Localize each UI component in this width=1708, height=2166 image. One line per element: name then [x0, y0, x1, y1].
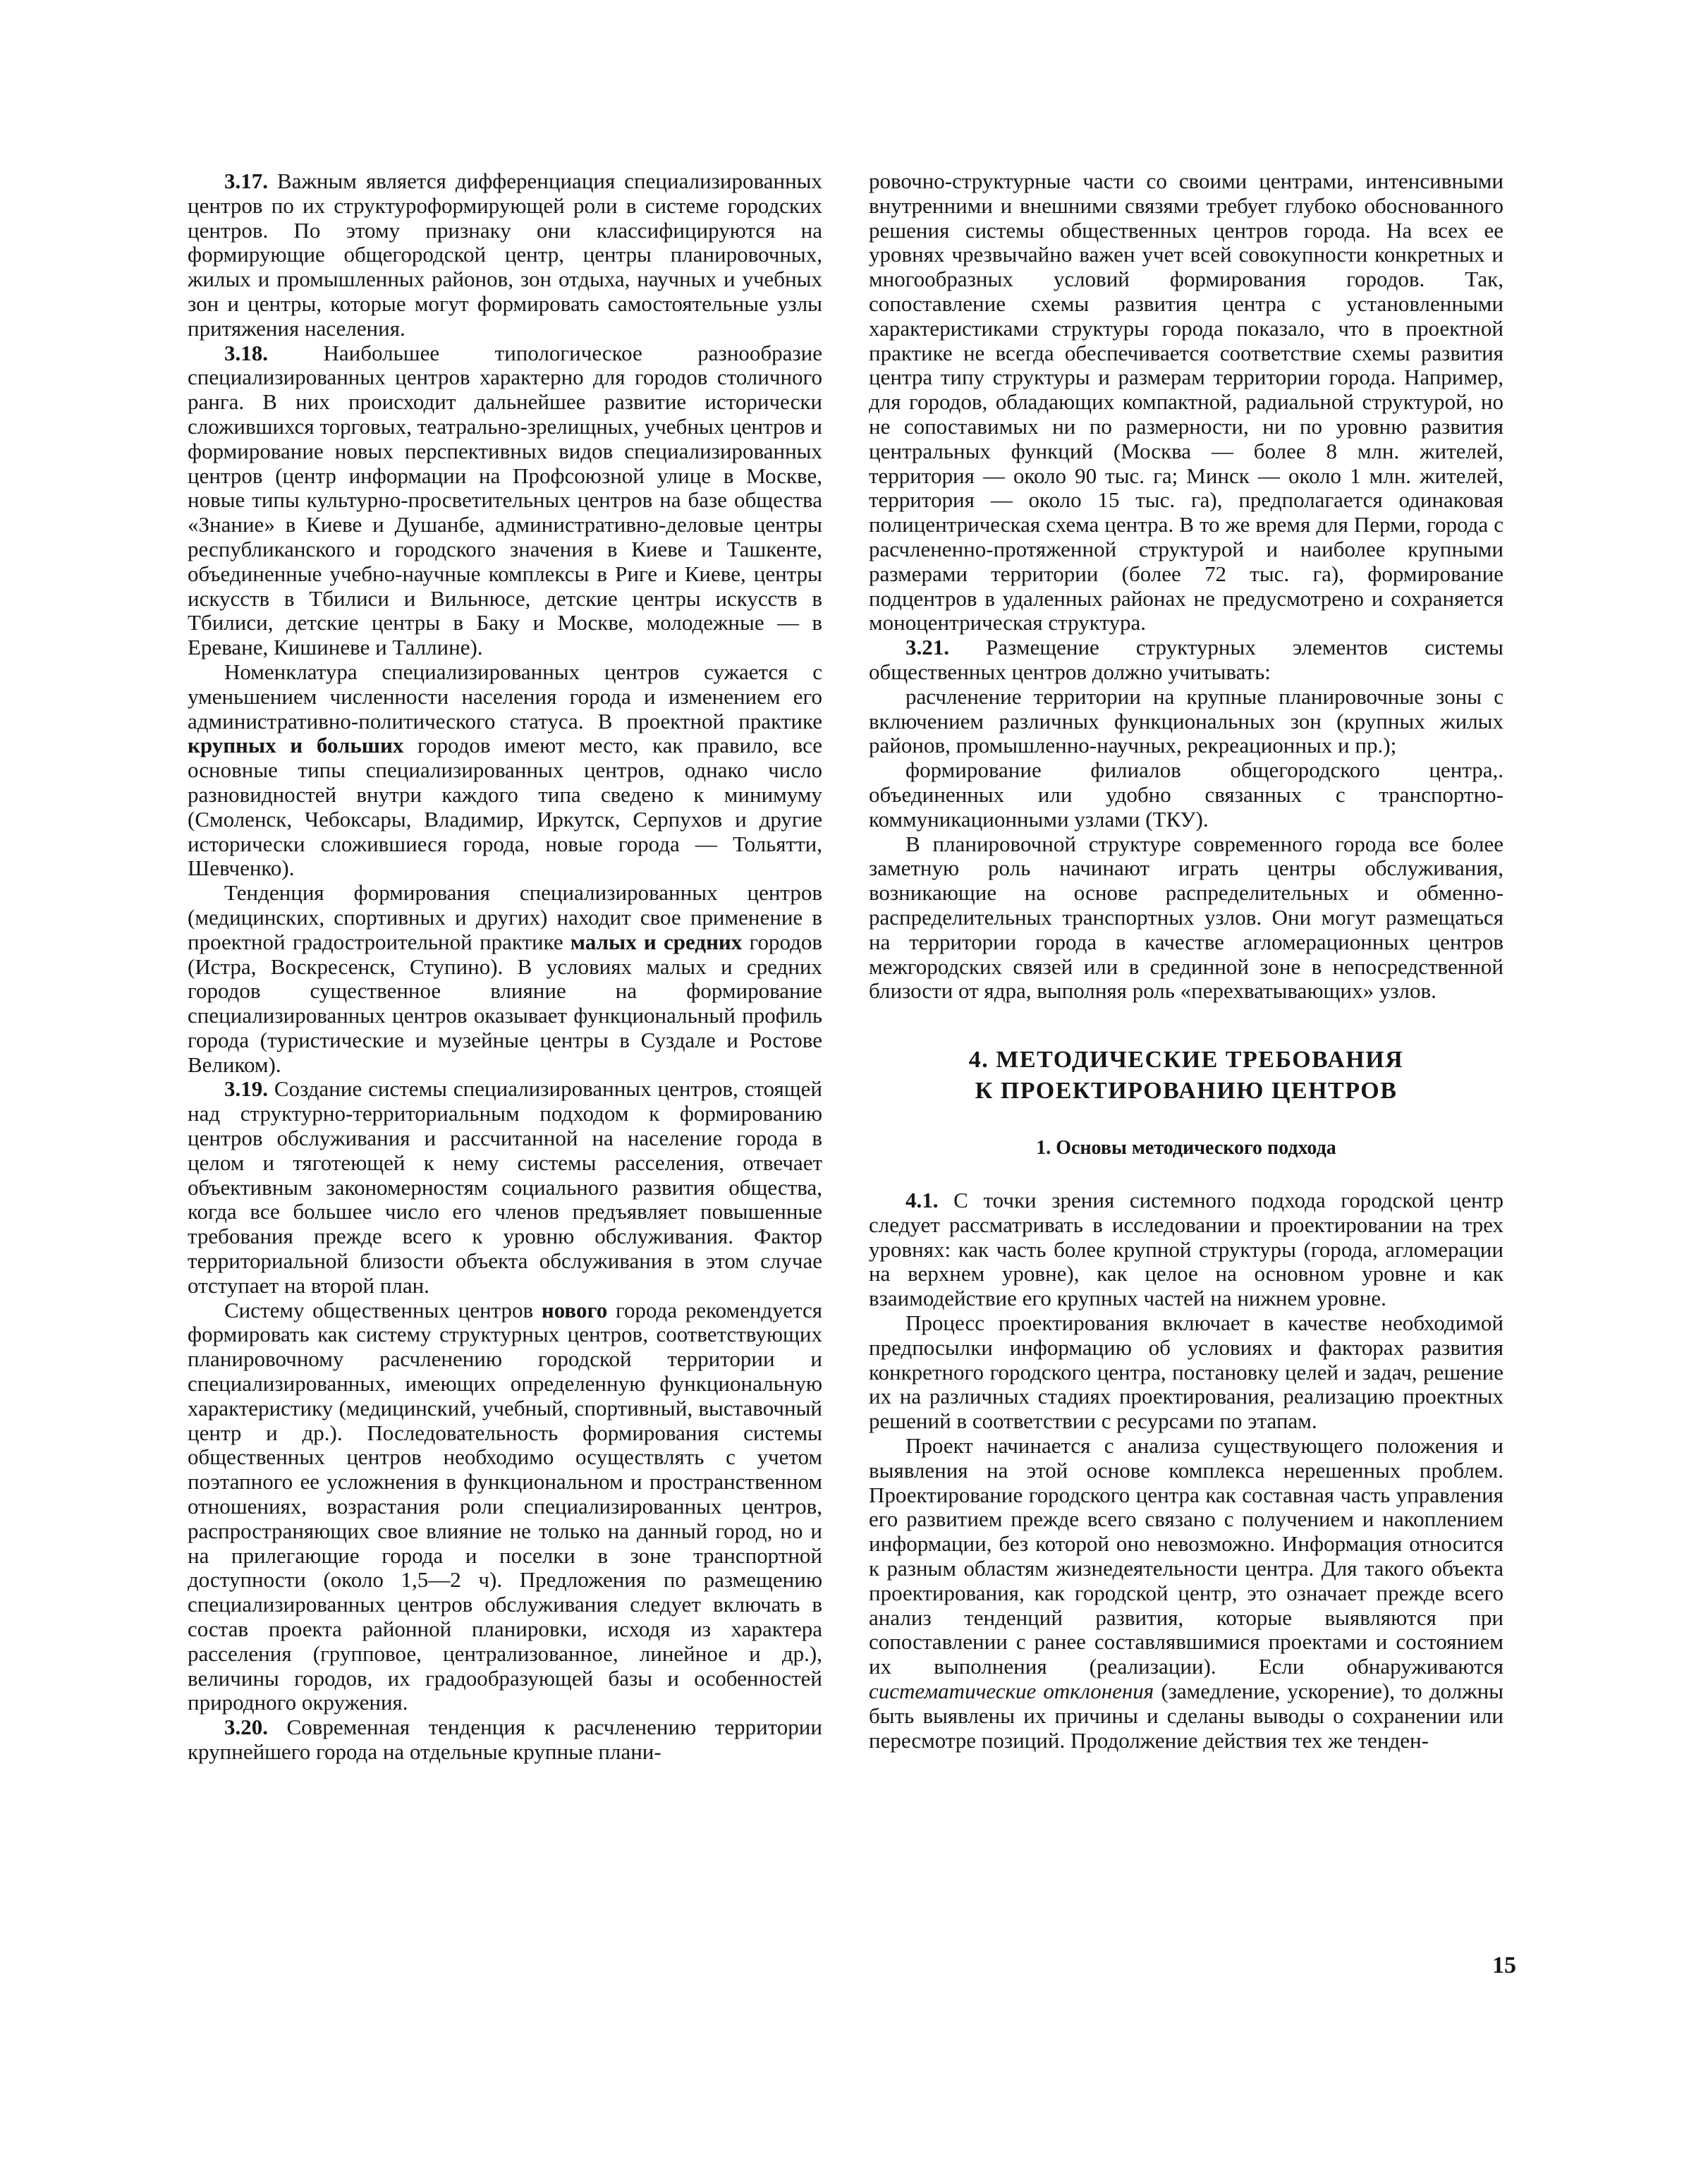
paragraph-design-process [869, 1311, 1503, 1434]
paragraph-3-18 [188, 341, 822, 660]
right-column [869, 169, 1503, 1753]
paragraph-project-start [869, 1434, 1503, 1753]
subsection-heading: 1. Основы методического подхода [1036, 1137, 1336, 1160]
emphasized-text: нового [541, 1297, 608, 1322]
emphasized-text: малых и средних [570, 929, 743, 954]
paragraph-text: Важным является дифференциация специализированных центров по их структуроформирующей роли в системе городских центров. По этому признаку они классифицируются на формирующие общегородской центр, центры планировочных, жилых и промышленных районов, зон отдыха, научных и учебных зон и центры, которые могут формировать самостоятельные узлы притяжения населения. [188, 169, 822, 341]
paragraph-4-1 [869, 1188, 1503, 1311]
paragraph-text: Систему общественных центров [224, 1297, 542, 1322]
paragraph-text: города рекомендуется формировать как систему структурных центров, соответствующих планировочному расчленению городской территории и специализированных, имеющих определенную функциональную характеристику (медицинский, учебный, спортивный, выставочный центр и др.). Последовательность формирования системы общественных центров необходимо осуществлять с учетом поэтапного ее усложнения в функциональном и пространственном отношениях, возрастания роли специализированных центров, распространяющих свое влияние не только на данный город, но и на прилегающие города и поселки в зоне транспортной доступности (около 1,5—2 ч). Предложения по размещению специализированных центров обслуживания следует включать в состав проекта районной планировки, исходя из характера расселения (групповое, централизованное, линейное и др.), величины городов, их градообразующей базы и особенностей природного окружения. [188, 1297, 823, 1715]
paragraph-3-20 [188, 1715, 822, 1765]
paragraph-text: городов имеют место, как правило, все основные типы специализированных центров, однако число разновидностей внутри каждого типа сведено к минимуму (Смоленск, Чебоксары, Владимир, Иркутск, Серпухов и другие исторически сложившиеся города, новые города — Тольятти, Шевченко). [188, 733, 822, 881]
section-heading-line: К ПРОЕКТИРОВАНИЮ ЦЕНТРОВ [975, 1078, 1398, 1105]
list-item: расчленение территории на крупные планировочные зоны с включением различных функциональных зон (крупных жилых районов, промышленно-научных, рекреационных и пр.); [869, 683, 1503, 758]
paragraph-text: Проект начинается с анализа существующего положения и выявления на этой основе комплекса нерешенных проблем. Проектирование городского центра как составная часть управления его развитием прежде всего связано с получением и накоплением информации, без которой оно невозможно. Информация относится к разным областям жизнедеятельности центра. Для такого объекта проектирования, как городской центр, это означает прежде всего анализ тенденций развития, которые выявляются при сопоставлении с ранее составлявшимися проектами и состоянием их выполнения (реализации). Если обнаруживаются [869, 1433, 1503, 1679]
page-number: 15 [1492, 1952, 1516, 1978]
paragraph-text: (замедление, ускорение), то должны быть выявлены их причины и сделаны выводы о сохранении или пересмотре позиций. Продолжение действия тех же тенден- [869, 1679, 1503, 1753]
clause-number: 3.21. [905, 635, 949, 660]
clause-number: 4.1. [905, 1188, 939, 1213]
paragraph-3-21 [869, 635, 1503, 685]
clause-number: 3.17. [224, 169, 268, 193]
paragraph-3-17 [188, 169, 822, 341]
paragraph-text: Размещение структурных элементов системы общественных центров должно учитывать: [869, 635, 1503, 684]
section-heading [869, 1045, 1503, 1107]
section-heading-line: 4. МЕТОДИЧЕСКИЕ ТРЕБОВАНИЯ [968, 1047, 1404, 1073]
paragraph-text: В планировочной структуре современного города все более заметную роль начинают играть центры обслуживания, возникающие на основе распределительных и обменно-распределительных транспортных узлов. Они могут размещаться на территории города в качестве агломерационных центров межгородских связей или в срединной зоне в непосредственной близости от ядра, выполняя роль «перехватывающих» узлов. [869, 831, 1503, 1004]
italic-text: систематические отклонения [869, 1679, 1154, 1704]
paragraph-text: С точки зрения системного подхода городской центр следует рассматривать в исследовании и проектировании на трех уровнях: как часть более крупной структуры (города, агломерации на верхнем уровне), как целое на основном уровне и как взаимодействие его крупных частей на нижнем уровне. [869, 1188, 1503, 1311]
emphasized-text: крупных и больших [188, 733, 404, 758]
clause-number: 3.20. [224, 1715, 268, 1740]
clause-number: 3.19. [224, 1076, 268, 1102]
paragraph-text: Тенденция формирования специализированных центров (медицинских, спортивных и других) находит свое применение в проектной градостроительной практике [188, 880, 822, 954]
paragraph-text: Номенклатура специализированных центров сужается с уменьшением численности населения города и изменением его административно-политического статуса. В проектной практике [188, 659, 822, 734]
paragraph-text: Наибольшее типологическое разнообразие специализированных центров характерно для городов столичного ранга. В них происходит дальнейшее развитие исторически сложившихся торговых, театрально-зрелищных, учебных центров и формирование новых перспективных видов специализированных центров (центр информации на Профсоюзной улице в Москве, новые типы культурно-просветительных центров на базе общества «Знание» в Киеве и Душанбе, административно-деловые центры республиканского и городского значения в Киеве и Ташкенте, объединенные учебно-научные комплексы в Риге и Киеве, центры искусств в Тбилиси и Вильнюсе, детские центры искусств в Тбилиси, детские центры в Баку и Москве, молодежные — в Ереване, Кишиневе и Таллине). [188, 340, 822, 660]
left-column [188, 169, 822, 1765]
paragraph-text: ровочно-структурные части со своими центрами, интенсивными внутренними и внешними связями требует глубоко обоснованного решения системы общественных центров города. На всех ее уровнях чрезвычайно важен учет всей совокупности конкретных и многообразных условий формирования городов. Так, сопоставление схемы развития центра с установленными характеристиками структуры города показало, что в проектной практике не всегда обеспечивается соответствие схемы развития центра типу структуры и размерам территории города. Например, для городов, обладающих компактной, радиальной структурой, но не сопоставимых ни по размерности, ни по уровню развития центральных функций (Москва — более 8 млн. жителей, территория — около 90 тыс. га; Минск — около 1 млн. жителей, территория — около 15 тыс. га), предполагается одинаковая полицентрическая схема центра. В то же время для Перми, города с расчлененно-протяженной структурой и наиболее крупными размерами территории (более 72 тыс. га), формирование подцентров в удаленных районах не предусмотрено и сохраняется моноцентрическая структура. [869, 169, 1503, 635]
paragraph-continuation [869, 169, 1503, 635]
paragraph-text: городов (Истра, Воскресенск, Ступино). В условиях малых и средних городов существенное влияние на формирование специализированных центров оказывает функциональный профиль города (туристические и музейные центры в Суздале и Ростове Великом). [188, 929, 822, 1077]
paragraph-nomenclature [188, 660, 822, 881]
list-item: формирование филиалов общегородского центра,. объединенных или удобно связанных с транспортно-коммуникационными узлами (ТКУ). [869, 758, 1503, 832]
paragraph-text: Создание системы специализированных центров, стоящей над структурно-территориальным подходом к формированию центров обслуживания и рассчитанной на население города в целом и тяготеющей к нему системы расселения, отвечает объективным закономерностям социального развития общества, когда все большее число его членов предъявляет повышенные требования прежде всего к уровню обслуживания. Фактор территориальной близости объекта обслуживания в этом случае отступает на второй план. [188, 1076, 822, 1298]
paragraph-text: Процесс проектирования включает в качестве необходимой предпосылки информацию об условиях и факторах развития конкретного городского центра, постановку целей и задач, решение их на различных стадиях проектирования, реализацию проектных решений в соответствии с ресурсами по этапам. [869, 1310, 1503, 1434]
paragraph-text: Современная тенденция к расчленению территории крупнейшего города на отдельные крупные плани- [188, 1715, 822, 1764]
paragraph-new-city [188, 1298, 822, 1716]
paragraph-3-19 [188, 1077, 822, 1298]
paragraph-service-centers [869, 832, 1503, 1004]
paragraph-tendency [188, 881, 822, 1077]
clause-number: 3.18. [224, 340, 268, 365]
